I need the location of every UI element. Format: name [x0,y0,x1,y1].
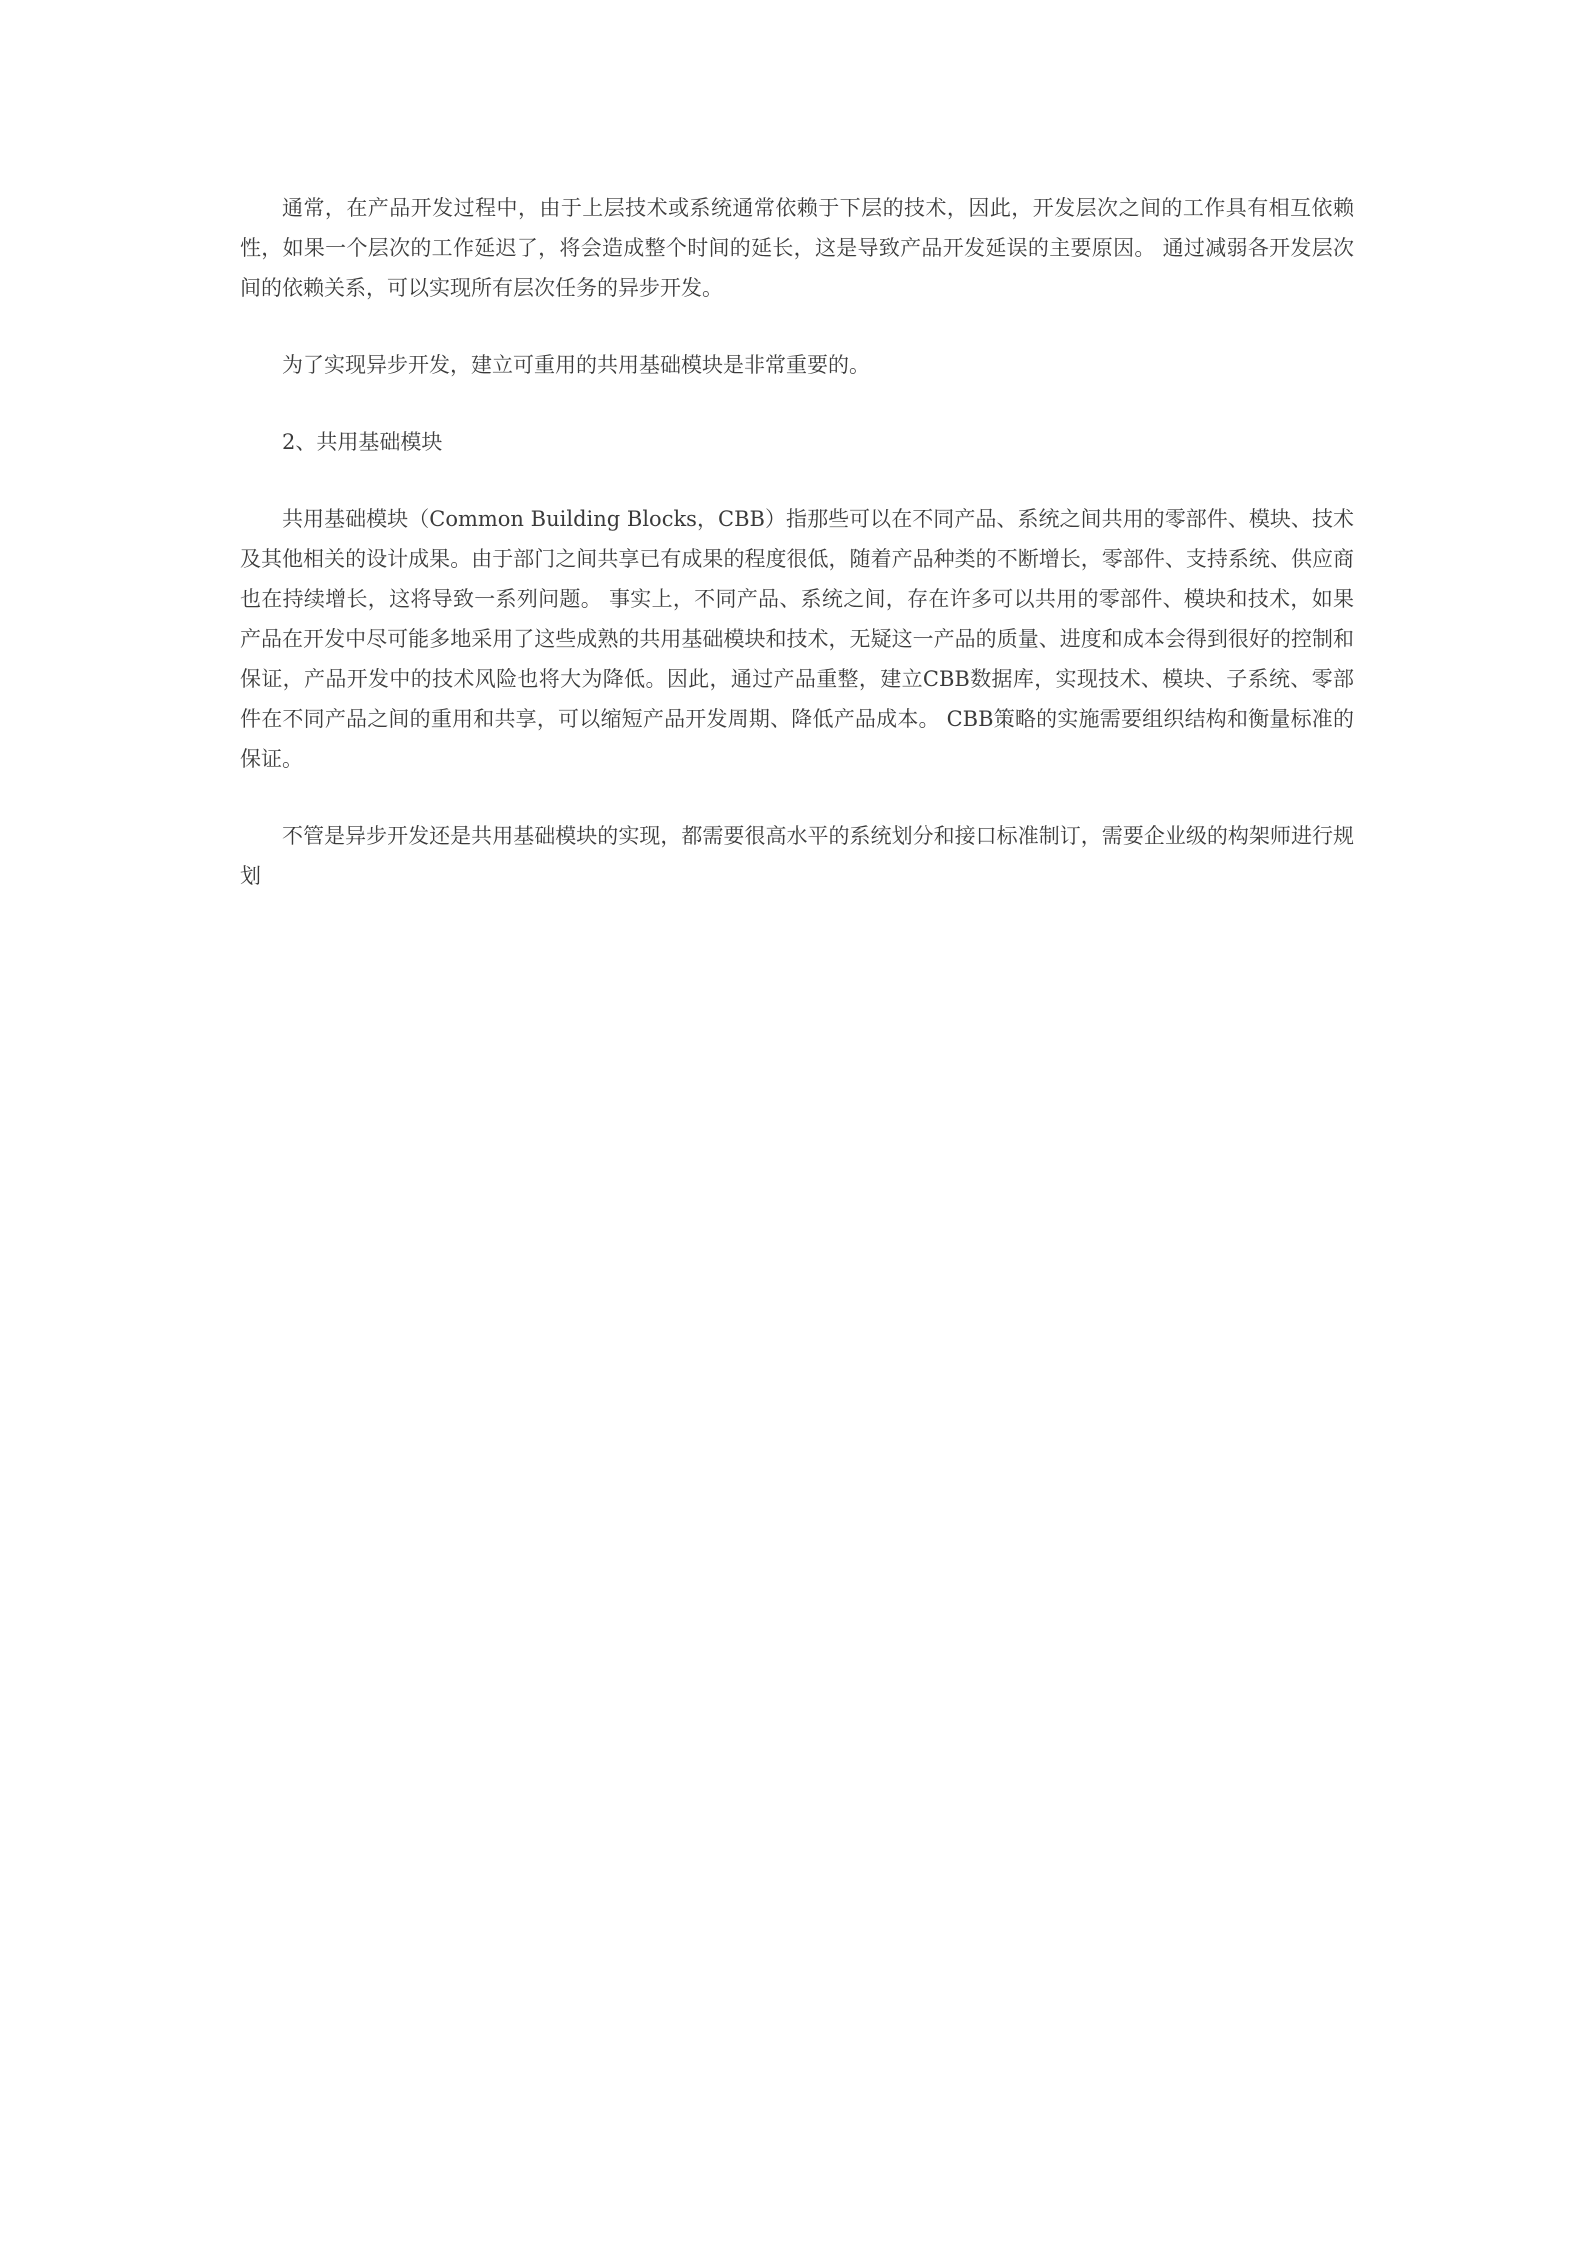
paragraph-cbb-definition: 共用基础模块（Common Building Blocks，CBB）指那些可以在不同产品、系统之间共用的零部件、模块、技术及其他相关的设计成果。由于部门之间共享已有成果的程度很低，随着产品种类的不断增长，零部件、支持系统、供应商也在持续增长，这将导致一系列问题。 事实上，不同产品、系统之间，存在许多可以共用的零部件、模块和技术，如果产品在开发中尽可能多地采用了这些成熟的共用基础模块和技术，无疑这一产品的质量、进度和成本会得到很好的控制和保证，产品开发中的技术风险也将大为降低。因此，通过产品重整，建立CBB数据库，实现技术、模块、子系统、零部件在不同产品之间的重用和共享，可以缩短产品开发周期、降低产品成本。 CBB策略的实施需要组织结构和衡量标准的保证。 [240,507,1354,771]
paragraph-conclusion: 不管是异步开发还是共用基础模块的实现，都需要很高水平的系统划分和接口标准制订，需要企业级的构架师进行规划 [240,824,1354,888]
section-heading-cbb: 2、共用基础模块 [282,430,443,454]
document-body [240,188,1354,896]
paragraph-async-dependency: 通常，在产品开发过程中，由于上层技术或系统通常依赖于下层的技术，因此，开发层次之间的工作具有相互依赖性，如果一个层次的工作延迟了，将会造成整个时间的延长，这是导致产品开发延误的主要原因。 通过减弱各开发层次间的依赖关系，可以实现所有层次任务的异步开发。 [240,196,1354,300]
paragraph-async-importance: 为了实现异步开发，建立可重用的共用基础模块是非常重要的。 [282,353,870,377]
